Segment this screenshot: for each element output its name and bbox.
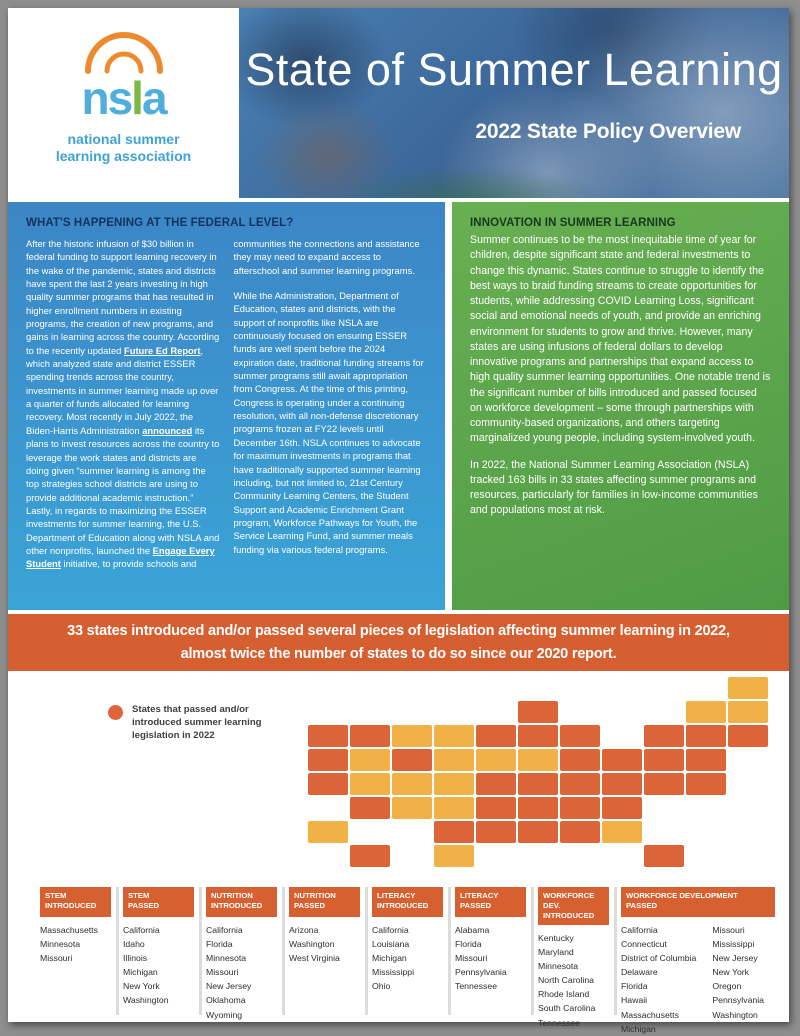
nsla-logo <box>8 8 239 198</box>
state-name: Connecticut <box>621 939 667 950</box>
federal-heading: WHAT'S HAPPENING AT THE FEDERAL LEVEL? <box>26 217 294 229</box>
map-state-LA <box>476 821 516 843</box>
state-list <box>206 923 251 1022</box>
map-state-CO <box>392 773 432 795</box>
state-name: Pennsylvania <box>455 967 507 978</box>
state-name: New York <box>123 981 160 992</box>
federal-section <box>8 202 445 610</box>
map-state-RI <box>728 725 768 747</box>
state-name: Missouri <box>206 967 239 978</box>
map-state-IL <box>518 725 558 747</box>
map-section <box>8 671 789 877</box>
map-state-ND <box>434 725 474 747</box>
state-name: California <box>206 925 243 935</box>
state-list <box>123 923 169 1008</box>
map-state-WI <box>518 701 558 723</box>
state-name: California <box>372 925 409 935</box>
state-name: Ohio <box>372 981 391 992</box>
map-state-IN <box>518 749 558 771</box>
map-state-MN <box>476 725 516 747</box>
column-divider <box>448 887 451 1015</box>
federal-paragraph-3: While the Administration, Department of Education, states and districts, with the support of nonprofits like NSLA are continuously focused on ensuring ESSER funds are well spent before the 2024 expiration date, traditional funding streams for summer programs still await appropriation from Congress. At the time of this printing, Congress is operating under a continuing resolution, with all non-defense discretionary programs frozen at FY22 levels until December 16th. NSLA continues to advocate for maximum investments in programs that have traditionally supported summer learning including, but not limited to, 21st Century Community Learning Centers, the Student Support and Academic Enrichment Grant program, Workforce Pathways for Youth, the Service Learning Fund, and summer meals funding via various federal programs. <box>233 290 424 555</box>
state-name: Hawaii <box>621 995 648 1006</box>
state-name: Minnesota <box>40 939 81 950</box>
federal-column-1 <box>26 237 220 583</box>
map-state-VT <box>686 701 726 723</box>
innovation-section <box>452 202 789 610</box>
state-name: Florida <box>621 981 648 992</box>
map-state-NM <box>392 797 432 819</box>
column-divider <box>282 887 285 1015</box>
map-state-NE <box>434 773 474 795</box>
state-name: Rhode Island <box>538 989 590 1000</box>
map-state-OH <box>560 749 600 771</box>
map-legend <box>108 704 293 743</box>
logo-arcs-icon <box>78 41 170 73</box>
federal-paragraph-1: After the historic infusion of $30 billion in federal funding to support learning recovery in the wake of the pandemic, states and districts have spent the last 2 years investing in high quality summer programs that has resulted in higher enrollment numbers in existing programs, the creation of new programs, and gains in learning across the country. According to the recently updated Future Ed Report, which analyzed state and district ESSER spending trends across the country, investments in summer learning made up over a quarter of funds allocated for learning recovery. Most recently in July 2022, the Biden-Harris Administration announced its plans to invest resources across the country to leverage the work states and districts are doing given “summer learning is among the top strategies school districts are using to provide additional academic instruction.” Lastly, in regards to maximizing the ESSER investments for summer learning, the U.S. Department of Education along with NSLA and other nonprofits, launched the Engage Every Student initiative, to provide schools and <box>26 238 220 570</box>
state-name: Massachusetts <box>621 1009 679 1020</box>
legend-label: States that passed and/or introduced summer learning legislation in 2022 <box>132 704 262 741</box>
map-state-FL <box>644 845 684 867</box>
table-header-workforce-development-passed: WORKFORCE DEVELOPMENT PASSED <box>621 887 775 917</box>
table-column-literacy-passed <box>455 887 531 993</box>
map-state-CT <box>686 749 726 771</box>
state-name: New York <box>712 967 750 978</box>
state-name: New Jersey <box>712 953 758 964</box>
legislation-table <box>8 877 789 1036</box>
state-name: Mississippi <box>372 967 414 978</box>
map-state-NY <box>644 725 684 747</box>
state-name: District of Columbia <box>621 953 697 964</box>
map-state-OK <box>434 821 474 843</box>
map-state-AZ <box>350 797 390 819</box>
map-state-MI <box>560 725 600 747</box>
state-name: Florida <box>455 939 482 950</box>
stat-banner-line2: almost twice the number of states to do so since our 2020 report. <box>180 645 617 662</box>
state-name: Wyoming <box>206 1009 243 1020</box>
map-state-SD <box>434 749 474 771</box>
map-state-NH <box>728 701 768 723</box>
table-header-stem-introduced: STEM INTRODUCED <box>40 887 111 917</box>
table-header-nutrition-passed: NUTRITION PASSED <box>289 887 360 917</box>
state-name: South Carolina <box>538 1003 596 1014</box>
map-state-MD <box>644 773 684 795</box>
state-name: Florida <box>206 939 233 950</box>
state-name: North Carolina <box>538 975 595 986</box>
map-state-MS <box>518 821 558 843</box>
map-state-OR <box>308 749 348 771</box>
map-state-NJ <box>644 749 684 771</box>
map-state-HI <box>350 845 390 867</box>
map-state-UT <box>350 773 390 795</box>
column-divider <box>614 887 617 1015</box>
state-list <box>712 923 764 1036</box>
state-list <box>289 923 340 965</box>
state-name: Missouri <box>455 953 488 964</box>
logo-wordmark: nsla <box>81 71 166 124</box>
state-name: Alabama <box>455 925 490 935</box>
page-title: State of Summer Learning <box>245 44 783 95</box>
state-name: Idaho <box>123 939 145 950</box>
map-state-WA <box>308 725 348 747</box>
table-header-workforce-dev-introduced: WORKFORCE DEV. INTRODUCED <box>538 887 609 925</box>
map-state-GA <box>602 821 642 843</box>
table-header-stem-passed: STEM PASSED <box>123 887 194 917</box>
column-divider <box>116 887 119 1015</box>
map-state-WY <box>392 749 432 771</box>
table-column-workforce-development-passed <box>621 887 780 1036</box>
table-column-nutrition-introduced <box>206 887 282 1022</box>
table-header-literacy-introduced: LITERACY INTRODUCED <box>372 887 443 917</box>
engage-every-student-link[interactable]: Engage Every Student <box>26 544 215 570</box>
header <box>8 8 789 198</box>
map-state-KY <box>518 773 558 795</box>
state-name: Oregon <box>712 981 742 992</box>
page-subtitle: 2022 State Policy Overview <box>475 120 741 143</box>
legend-dot-icon <box>108 705 123 720</box>
state-name: Minnesota <box>206 953 247 964</box>
map-state-SC <box>602 797 642 819</box>
state-name: Kentucky <box>538 933 574 943</box>
future-ed-report-link[interactable]: Future Ed Report <box>123 344 201 356</box>
stat-banner-line1: 33 states introduced and/or passed several pieces of legislation affecting summer learning in 2022, <box>67 623 730 640</box>
state-name: Tennessee <box>455 981 498 992</box>
map-state-ID <box>350 725 390 747</box>
map-state-MT <box>392 725 432 747</box>
state-list <box>40 923 98 965</box>
state-name: Maryland <box>538 947 574 958</box>
announced-link[interactable]: announced <box>142 424 193 436</box>
map-state-MA <box>686 725 726 747</box>
map-state-VA <box>602 773 642 795</box>
logo-tagline: national summer learning association <box>55 130 192 164</box>
column-divider <box>531 887 534 1015</box>
map-state-NV <box>350 749 390 771</box>
state-name: Oklahoma <box>206 995 246 1006</box>
map-state-AL <box>560 821 600 843</box>
state-name: Washington <box>289 939 335 950</box>
state-name: Massachusetts <box>40 925 98 935</box>
innovation-heading: INNOVATION IN SUMMER LEARNING <box>470 217 676 229</box>
innovation-paragraph-1: Summer continues to be the most inequitable time of year for children, despite significant state and federal investments to change this dynamic. States continue to struggle to identify the best ways to braid funding streams to create opportunities for students, while addressing COVID Learning Loss, significant social and emotional needs of youth, and provide an enriching environment for students to grow and thrive. However, many states are using infusions of federal dollars to develop innovative programs and partnerships that expand access to high quality summer learning opportunities. One notable trend is the significant number of bills introduced and passed focused on workforce development – some through partnerships with community-based organizations, and others targeting marginalized young people, including system-involved youth. <box>470 234 771 445</box>
state-name: Arizona <box>289 925 319 935</box>
document-page <box>8 8 789 1034</box>
state-name: Michigan <box>123 967 158 978</box>
map-state-MO <box>476 773 516 795</box>
state-name: Minnesota <box>538 961 579 972</box>
map-state-DE <box>686 773 726 795</box>
map-state-CA <box>308 773 348 795</box>
table-column-workforce-dev-introduced <box>538 887 614 1030</box>
state-name: Louisiana <box>372 939 410 950</box>
state-list <box>621 923 696 1036</box>
map-state-WV <box>560 773 600 795</box>
state-name: Michigan <box>621 1023 656 1034</box>
state-name: Mississippi <box>712 939 755 950</box>
header-photo <box>239 8 789 198</box>
state-name: California <box>123 925 160 935</box>
column-divider <box>365 887 368 1015</box>
map-state-PA <box>602 749 642 771</box>
table-column-literacy-introduced <box>372 887 448 993</box>
map-state-NC <box>560 797 600 819</box>
innovation-paragraph-2: In 2022, the National Summer Learning Association (NSLA) tracked 163 bills in 33 states affecting summer programs and resources, particularly for families in low-income communities and populations most at risk. <box>470 458 758 517</box>
state-list <box>538 931 595 1030</box>
map-state-AK <box>308 821 348 843</box>
state-name: Missouri <box>40 953 73 964</box>
state-name: Washington <box>123 995 169 1006</box>
state-name: West Virginia <box>289 953 340 964</box>
table-header-nutrition-introduced: NUTRITION INTRODUCED <box>206 887 277 917</box>
map-state-TN <box>518 797 558 819</box>
state-name: New Jersey <box>206 981 252 992</box>
federal-column-2 <box>234 237 428 583</box>
map-state-ME <box>728 677 768 699</box>
column-divider <box>199 887 202 1015</box>
state-name: Pennsylvania <box>712 995 764 1006</box>
table-header-literacy-passed: LITERACY PASSED <box>455 887 526 917</box>
federal-paragraph-2: communities the connections and assistance they may need to expand access to afterschool and summer learning programs. <box>233 238 420 276</box>
table-column-stem-passed <box>123 887 199 1008</box>
map-state-AR <box>476 797 516 819</box>
state-name: Tennessee <box>538 1017 581 1028</box>
table-column-nutrition-passed <box>289 887 365 965</box>
map-state-TX <box>434 845 474 867</box>
state-name: California <box>621 925 658 935</box>
map-state-IA <box>476 749 516 771</box>
state-name: Delaware <box>621 967 658 978</box>
content-columns <box>8 202 789 610</box>
stat-banner <box>8 614 789 671</box>
state-name: Missouri <box>712 925 745 935</box>
us-states-map <box>308 677 768 869</box>
state-name: Illinois <box>123 953 148 964</box>
table-column-stem-introduced <box>40 887 116 965</box>
state-name: Washington <box>712 1009 758 1020</box>
state-name: Michigan <box>372 953 407 964</box>
state-list <box>455 923 507 993</box>
map-state-KS <box>434 797 474 819</box>
state-list <box>372 923 414 993</box>
